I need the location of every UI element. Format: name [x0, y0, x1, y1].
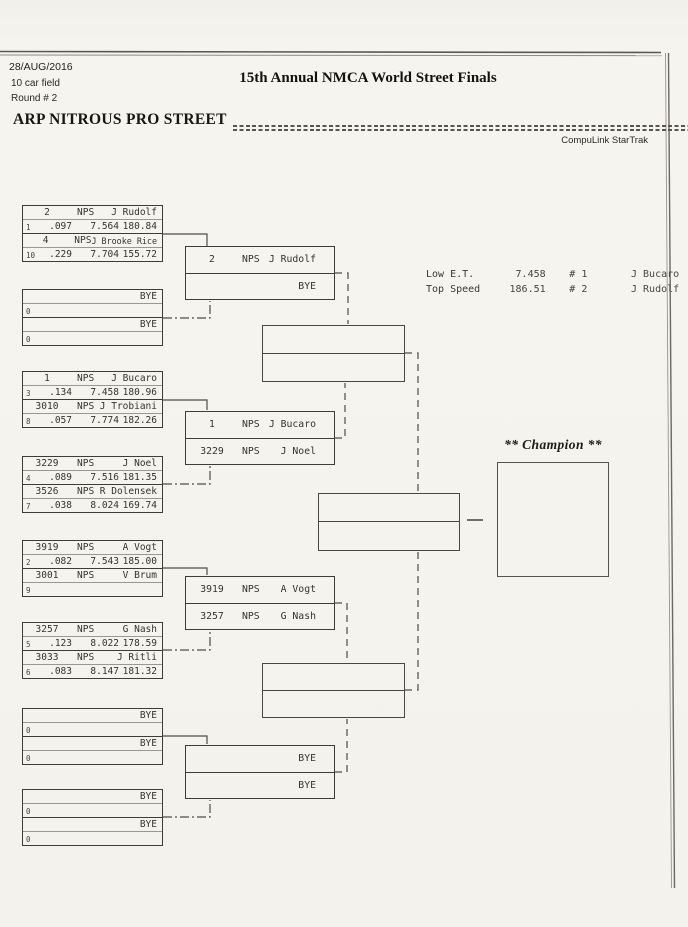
entry-driver: J Bucaro [268, 419, 316, 431]
entry-lane-number: 0 [26, 835, 31, 845]
entry-class: NPS [77, 569, 95, 581]
entry-car-number: 2 [209, 254, 215, 266]
entry-elapsed-time: 7.516 [90, 472, 119, 483]
round2-box [185, 576, 335, 630]
entry-name-row [23, 541, 162, 555]
bracket-entry [23, 568, 162, 596]
entry-driver: G Nash [122, 623, 157, 635]
round1-pair-box [22, 789, 163, 846]
entry-driver: J Trobiani [99, 400, 157, 412]
entry-elapsed-time: 8.024 [90, 500, 119, 511]
entry-class: NPS [242, 610, 260, 622]
entry-driver: J Rudolf [268, 254, 316, 266]
round1-pair-box [22, 205, 163, 262]
class-separator-line-top [233, 125, 688, 127]
entry-lane-number: 0 [26, 726, 31, 736]
entry-stats-row [23, 555, 162, 569]
entry-stats-row [23, 804, 162, 818]
entry-car-number: 3010 [35, 400, 59, 412]
entry-reaction-time: .038 [49, 500, 72, 511]
entry-car-number: 3033 [35, 651, 59, 663]
entry-driver: BYE [139, 818, 157, 830]
entry-stats-row [23, 583, 162, 597]
entry-stats-row [23, 220, 162, 234]
entry-driver: J Noel [122, 457, 157, 469]
entry-class: NPS [242, 254, 260, 266]
bracket-entry [23, 817, 162, 845]
entry-lane-number: 7 [26, 502, 31, 512]
entry-class: NPS [77, 541, 95, 553]
entry-driver: V Brum [122, 569, 157, 581]
entry-stats-row [23, 751, 162, 765]
round1-pair-box [22, 708, 163, 765]
entry-speed: 178.59 [122, 638, 157, 649]
champion-box [497, 462, 609, 577]
entry-driver: BYE [298, 753, 316, 765]
bracket-entry [23, 790, 162, 817]
class-separator-line-bottom [233, 129, 688, 131]
entry-driver: J Ritli [116, 651, 157, 663]
top-speed-driver: J Rudolf [630, 284, 680, 295]
entry-speed: 180.96 [122, 387, 157, 398]
round2-box [185, 745, 335, 799]
entry-lane-number: 1 [26, 223, 31, 233]
entry-stats-row [23, 414, 162, 428]
entry-driver: J Brooke Rice [91, 235, 157, 246]
entry-name-row [23, 457, 162, 471]
entry-name-row [23, 400, 162, 414]
entry-speed: 181.32 [122, 666, 157, 677]
top-speed-row [426, 277, 679, 296]
entry-name-row [23, 651, 162, 665]
entry-driver: G Nash [280, 610, 316, 622]
round1-winner-connectors [163, 234, 210, 817]
entry-lane-number: 4 [26, 474, 31, 484]
entry-lane-number: 0 [26, 335, 31, 345]
entry-lane-number: 0 [26, 307, 31, 317]
entry-elapsed-time: 7.704 [90, 249, 119, 260]
final-box [318, 493, 460, 551]
entry-elapsed-time: 7.458 [90, 387, 119, 398]
entry-stats-row [23, 248, 162, 262]
entry-driver: BYE [298, 779, 316, 791]
entry-speed: 180.84 [122, 221, 157, 232]
entry-stats-row [23, 723, 162, 737]
entry-class: NPS [77, 623, 95, 635]
entry-name-row [23, 569, 162, 583]
entry-car-number: 3919 [200, 584, 224, 596]
entry-speed: 169.74 [122, 500, 157, 511]
entry-driver: A Vogt [280, 584, 316, 596]
champion-label: ** Champion ** [504, 437, 602, 452]
entry-reaction-time: .123 [49, 638, 72, 649]
round2-entry-row [186, 412, 334, 438]
semifinal-slot [263, 691, 404, 718]
entry-driver: BYE [139, 318, 157, 330]
entry-lane-number: 5 [26, 640, 31, 650]
entry-car-number: 2 [44, 206, 50, 218]
entry-name-row [23, 485, 162, 499]
entry-stats-row [23, 665, 162, 679]
entry-car-number: 3919 [35, 541, 59, 553]
timing-system-brand: CompuLink StarTrak [561, 135, 648, 146]
semifinal-slot [263, 326, 404, 354]
semifinal-slot [263, 664, 404, 691]
entry-class: NPS [77, 457, 95, 469]
top-speed-label: Top Speed [426, 284, 481, 295]
entry-name-row [23, 234, 162, 248]
round2-entry-row [186, 772, 334, 799]
bracket-entry [23, 484, 162, 512]
entry-lane-number: 2 [26, 558, 31, 568]
entry-name-row [23, 623, 162, 637]
entry-class: NPS [77, 485, 95, 497]
bracket-entry [23, 290, 162, 317]
entry-class: NPS [77, 206, 95, 218]
entry-car-number: 4 [42, 234, 49, 246]
entry-reaction-time: .057 [49, 415, 72, 426]
entry-stats-row [23, 332, 162, 346]
entry-speed: 181.35 [122, 472, 157, 483]
entry-name-row [23, 290, 162, 304]
class-name: ARP NITROUS PRO STREET [13, 111, 227, 128]
semifinal-box-bottom [262, 663, 405, 718]
entry-class: NPS [242, 419, 260, 431]
entry-car-number: 1 [44, 372, 50, 384]
entry-class: NPS [77, 651, 95, 663]
entry-reaction-time: .229 [49, 249, 72, 260]
semifinal-box-top [262, 325, 405, 382]
low-et-label: Low E.T. [426, 269, 475, 280]
bracket-entry [23, 399, 162, 427]
entry-stats-row [23, 499, 162, 513]
top-speed-value: 186.51 [509, 284, 546, 295]
low-et-driver: J Bucaro [630, 269, 680, 280]
entry-elapsed-time: 7.774 [90, 415, 119, 426]
entry-class: NPS [242, 584, 260, 596]
round2-entry-row [186, 247, 334, 273]
low-et-rank: # 1 [569, 269, 588, 280]
entry-lane-number: 6 [26, 668, 31, 678]
round2-entry-row [186, 273, 334, 300]
entry-class: NPS [77, 372, 95, 384]
entry-lane-number: 0 [26, 754, 31, 764]
field-size: 10 car field [11, 78, 60, 89]
round2-entry-row [186, 746, 334, 772]
round-number: Round # 2 [11, 93, 58, 104]
round1-pair-box [22, 540, 163, 597]
entry-lane-number: 0 [26, 807, 31, 817]
entry-driver: J Bucaro [111, 372, 157, 384]
bracket-entry [23, 457, 162, 484]
entry-car-number: 1 [209, 419, 215, 431]
entry-reaction-time: .134 [49, 387, 72, 398]
entry-driver: A Vogt [122, 541, 157, 553]
round1-pair-box [22, 371, 163, 428]
entry-car-number: 3229 [35, 457, 59, 469]
entry-class: NPS [74, 234, 92, 246]
round2-entry-row [186, 603, 334, 630]
entry-stats-row [23, 304, 162, 318]
entry-reaction-time: .083 [49, 666, 72, 677]
entry-class: NPS [77, 400, 95, 412]
entry-driver: BYE [139, 737, 157, 749]
bracket-entry [23, 206, 162, 233]
entry-car-number: 3257 [35, 623, 59, 635]
entry-lane-number: 3 [26, 389, 31, 399]
round2-entry-row [186, 577, 334, 603]
entry-name-row [23, 818, 162, 832]
final-slot [319, 522, 459, 550]
entry-stats-row [23, 386, 162, 400]
round1-pair-box [22, 289, 163, 346]
event-date: 28/AUG/2016 [9, 61, 73, 73]
entry-driver: BYE [139, 790, 157, 802]
round2-box [185, 411, 335, 465]
entry-name-row [23, 737, 162, 751]
entry-speed: 185.00 [122, 556, 157, 567]
entry-elapsed-time: 7.543 [90, 556, 119, 567]
entry-speed: 182.26 [122, 415, 157, 426]
entry-reaction-time: .082 [49, 556, 72, 567]
entry-elapsed-time: 7.564 [90, 221, 119, 232]
entry-car-number: 3257 [200, 610, 224, 622]
entry-stats-row [23, 637, 162, 651]
entry-lane-number: 8 [26, 417, 31, 427]
entry-speed: 155.72 [122, 249, 157, 260]
entry-name-row [23, 318, 162, 332]
entry-elapsed-time: 8.022 [90, 638, 119, 649]
entry-driver: BYE [139, 290, 157, 302]
entry-driver: R Dolensek [99, 485, 157, 497]
entry-reaction-time: .097 [49, 221, 72, 232]
bracket-entry [23, 233, 162, 261]
top-speed-rank: # 2 [569, 284, 588, 295]
entry-name-row [23, 372, 162, 386]
final-slot [319, 494, 459, 522]
low-et-value: 7.458 [515, 269, 546, 280]
bracket-entry [23, 736, 162, 764]
bracket-entry [23, 709, 162, 736]
bracket-entry [23, 541, 162, 568]
entry-driver: BYE [139, 709, 157, 721]
entry-car-number: 3229 [200, 445, 224, 457]
round2-entry-row [186, 438, 334, 465]
entry-stats-row [23, 832, 162, 846]
entry-name-row [23, 206, 162, 220]
entry-stats-row [23, 471, 162, 485]
entry-lane-number: 9 [26, 586, 31, 596]
bracket-entry [23, 650, 162, 678]
entry-reaction-time: .089 [49, 472, 72, 483]
entry-name-row [23, 790, 162, 804]
entry-car-number: 3001 [35, 569, 59, 581]
entry-lane-number: 10 [26, 251, 36, 261]
round1-pair-box [22, 622, 163, 679]
entry-elapsed-time: 8.147 [90, 666, 119, 677]
semifinal-slot [263, 354, 404, 382]
round1-pair-box [22, 456, 163, 513]
bracket-entry [23, 623, 162, 650]
entry-car-number: 3526 [35, 485, 59, 497]
entry-class: NPS [242, 445, 260, 457]
entry-driver: J Rudolf [111, 206, 157, 218]
entry-driver: BYE [298, 280, 316, 292]
bracket-entry [23, 372, 162, 399]
bracket-entry [23, 317, 162, 345]
event-title: 15th Annual NMCA World Street Finals [239, 70, 497, 86]
entry-driver: J Noel [280, 445, 316, 457]
round2-box [185, 246, 335, 300]
entry-name-row [23, 709, 162, 723]
